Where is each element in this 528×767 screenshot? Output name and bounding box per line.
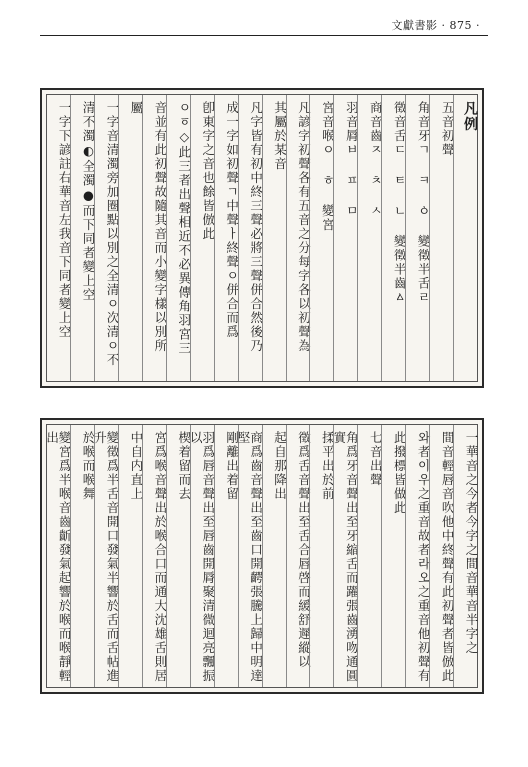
top-page-scan	[40, 88, 484, 388]
top-col-16: 一字音清濁旁加圈點以別之全清ㅇ次清ㅇ不	[94, 95, 118, 381]
top-col-14: 音並有此初聲故隨其音而小變字樣以別所	[142, 95, 166, 381]
top-col-12: 卽東字之音也餘皆倣此	[190, 95, 214, 381]
bottom-col-7: 揉平出於前	[309, 425, 333, 687]
top-col-7: 宮音喉ㅇ ㅎ 變宮	[309, 95, 333, 381]
bottom-col-18: 變宮爲半喉音齒齗發氣起響於喉而喉靜輕出	[44, 431, 73, 683]
bottom-text-columns	[46, 424, 478, 688]
running-header	[0, 0, 528, 40]
bottom-col-4: 此撥標皆做此	[381, 425, 405, 687]
top-col-4: 徵音舌ㄷ ㅌ ㄴ 變徵半齒ㅿ	[381, 95, 405, 381]
bottom-col-14: 宮爲喉音聲出於喉合口而通大沈雄舌則居	[142, 425, 166, 687]
top-col-6: 羽音脣ㅂ ㅍ ㅁ	[333, 95, 357, 381]
bottom-col-17: 於喉而喉舞	[70, 425, 94, 687]
top-col-1: 凡例	[453, 95, 477, 381]
top-col-13: ㅇㆆ◇此三者出聲相近不必異傳角羽宮三	[166, 95, 190, 381]
bottom-col-10: 商爲齒音聲出至齒口開齶張騰上歸中明達堅	[238, 425, 262, 687]
bottom-col-12: 羽爲唇音聲出至唇齒開脣聚清微迴亮飄振以	[190, 425, 214, 687]
top-text-columns	[46, 94, 478, 382]
bottom-col-1: 一華音之今者今字之間音華音半字之	[453, 425, 477, 687]
top-col-15: 屬	[118, 95, 142, 381]
bottom-col-11: 剛離出着留	[214, 425, 238, 687]
bottom-page-scan	[40, 418, 484, 694]
bottom-col-15: 中自内直上	[118, 425, 142, 687]
top-col-3: 角音牙ㄱ ㅋ ㆁ 變徵半舌ㄹ	[405, 95, 429, 381]
top-col-11: 成一字如初聲ㄱ中聲ㅏ終聲ㅇ併合而爲	[214, 95, 238, 381]
header-title: 文獻書影 · 875 ·	[391, 19, 480, 32]
top-col-10: 凡字皆有初中終三聲必將三聲併合然後乃	[238, 95, 262, 381]
bottom-col-16: 變徵爲半舌音開口發氣半響於舌而舌帖進升	[94, 425, 118, 687]
bottom-col-9: 起自那降出	[262, 425, 286, 687]
top-col-8: 凡諺字初聲各有五音之分每字各以初聲為	[286, 95, 310, 381]
bottom-col-5: 七音出聲	[357, 425, 381, 687]
bottom-col-2: 間音輕唇音吹他中終聲有此初聲者皆倣此	[429, 425, 453, 687]
top-col-9: 其屬於某音	[262, 95, 286, 381]
bottom-col-3: 와者이우之重音故者라오之重音他初聲有	[405, 425, 429, 687]
top-col-18: 一字下諺註右華音左我音下同者變上空	[57, 101, 73, 339]
bottom-col-13: 楔着留而去	[166, 425, 190, 687]
bottom-col-8: 徵爲舌音聲出至舌合唇啓而緩舒遲縱以	[286, 425, 310, 687]
top-col-17: 清不濁◐全濁●而下同者變上空	[70, 95, 94, 381]
bottom-col-6: 角爲牙音聲出至牙縮舌而躍張齒湧吻通圓實	[333, 425, 357, 687]
top-col-5: 商音齒ㅈ ㅊ ㅅ	[357, 95, 381, 381]
header-rule	[40, 35, 488, 36]
top-col-2: 五音初聲	[429, 95, 453, 381]
